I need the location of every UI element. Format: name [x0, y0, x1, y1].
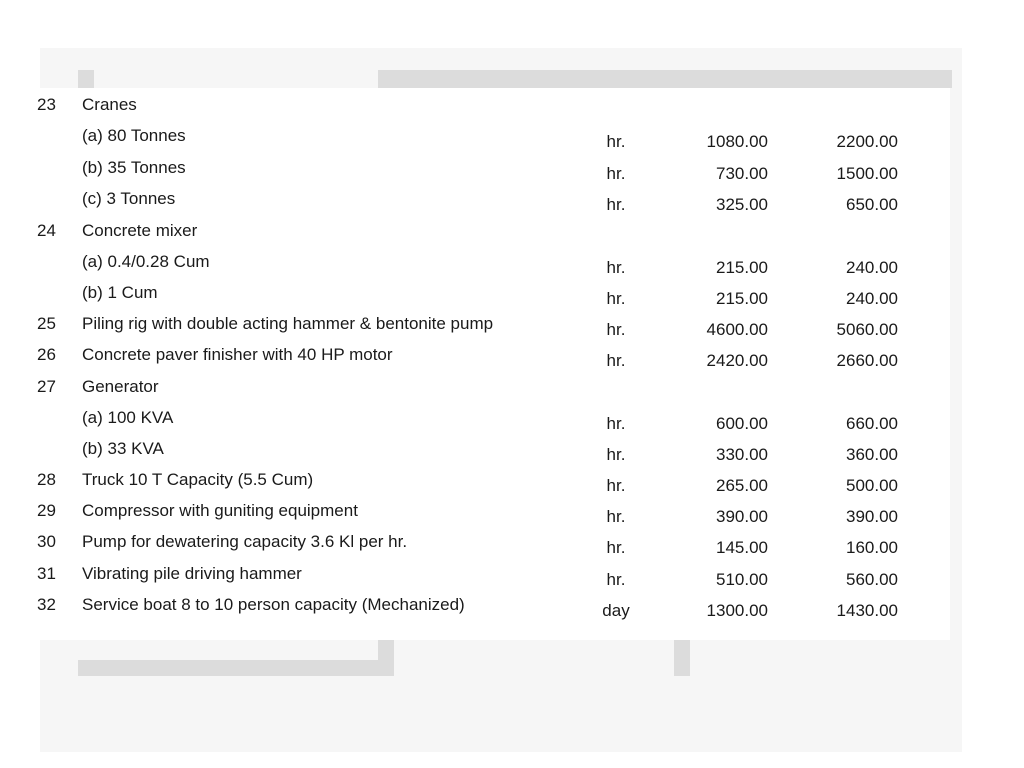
- table-row: [0, 252, 1024, 282]
- item-rate-2: 2200.00: [836, 132, 898, 151]
- item-unit: hr.: [606, 414, 626, 433]
- item-description: (b) 33 KVA: [82, 439, 164, 458]
- item-description: Vibrating pile driving hammer: [82, 564, 302, 583]
- item-description: Compressor with guniting equipment: [82, 501, 358, 520]
- item-unit: hr.: [606, 476, 626, 495]
- item-unit: hr.: [606, 351, 626, 370]
- item-description: (b) 35 Tonnes: [82, 158, 186, 177]
- table-row: [0, 501, 1024, 531]
- table-row: [0, 189, 1024, 219]
- item-unit: hr.: [606, 570, 626, 589]
- item-rate-1: 215.00: [716, 289, 768, 308]
- item-unit: hr.: [606, 445, 626, 464]
- item-unit: hr.: [606, 164, 626, 183]
- table-row: [0, 314, 1024, 344]
- table-row: [0, 221, 1024, 251]
- item-rate-1: 145.00: [716, 538, 768, 557]
- item-number: 31: [37, 564, 56, 583]
- item-unit: hr.: [606, 507, 626, 526]
- item-rate-2: 560.00: [846, 570, 898, 589]
- item-unit: day: [602, 601, 630, 620]
- item-description: (a) 80 Tonnes: [82, 126, 186, 145]
- item-number: 27: [37, 377, 56, 396]
- table-row: [0, 158, 1024, 188]
- table-row: [0, 470, 1024, 500]
- item-rate-1: 1300.00: [706, 601, 768, 620]
- item-description: Piling rig with double acting hammer & bentonite pump: [82, 314, 494, 333]
- item-rate-2: 360.00: [846, 445, 898, 464]
- item-number: 26: [37, 345, 56, 364]
- item-rate-1: 510.00: [716, 570, 768, 589]
- item-description: Generator: [82, 377, 159, 396]
- item-rate-2: 1430.00: [836, 601, 898, 620]
- item-unit: hr.: [606, 320, 626, 339]
- table-row: [0, 564, 1024, 594]
- item-rate-1: 2420.00: [706, 351, 768, 370]
- item-rate-1: 4600.00: [706, 320, 768, 339]
- table-row: [0, 126, 1024, 156]
- table-row: [0, 532, 1024, 562]
- item-rate-2: 390.00: [846, 507, 898, 526]
- item-description: (c) 3 Tonnes: [82, 189, 176, 208]
- item-rate-1: 265.00: [716, 476, 768, 495]
- item-rate-1: 215.00: [716, 258, 768, 277]
- item-rate-1: 390.00: [716, 507, 768, 526]
- item-unit: hr.: [606, 195, 626, 214]
- item-number: 24: [37, 221, 56, 240]
- item-rate-1: 330.00: [716, 445, 768, 464]
- item-description: Concrete paver finisher with 40 HP motor: [82, 345, 393, 364]
- item-rate-2: 650.00: [846, 195, 898, 214]
- item-rate-2: 1500.00: [836, 164, 898, 183]
- item-rate-2: 2660.00: [836, 351, 898, 370]
- item-rate-1: 600.00: [716, 414, 768, 433]
- item-number: 25: [37, 314, 56, 333]
- item-number: 32: [37, 595, 56, 614]
- item-number: 28: [37, 470, 56, 489]
- item-rate-2: 160.00: [846, 538, 898, 557]
- item-description: (a) 0.4/0.28 Cum: [82, 252, 210, 271]
- item-rate-1: 325.00: [716, 195, 768, 214]
- item-unit: hr.: [606, 258, 626, 277]
- item-rate-2: 660.00: [846, 414, 898, 433]
- item-description: Pump for dewatering capacity 3.6 Kl per hr.: [82, 532, 408, 551]
- item-rate-2: 500.00: [846, 476, 898, 495]
- table-row: [0, 95, 1024, 125]
- item-number: 23: [37, 95, 56, 114]
- item-description: Cranes: [82, 95, 137, 114]
- item-description: (b) 1 Cum: [82, 283, 158, 302]
- item-description: Truck 10 T Capacity (5.5 Cum): [82, 470, 314, 489]
- item-rate-2: 240.00: [846, 258, 898, 277]
- item-unit: hr.: [606, 132, 626, 151]
- item-number: 29: [37, 501, 56, 520]
- item-unit: hr.: [606, 289, 626, 308]
- item-description: Concrete mixer: [82, 221, 198, 240]
- item-description: (a) 100 KVA: [82, 408, 174, 427]
- item-rate-1: 1080.00: [706, 132, 768, 151]
- table-row: [0, 595, 1024, 625]
- item-unit: hr.: [606, 538, 626, 557]
- item-rate-2: 240.00: [846, 289, 898, 308]
- item-number: 30: [37, 532, 56, 551]
- table-row: [0, 345, 1024, 375]
- table-row: [0, 283, 1024, 313]
- item-rate-1: 730.00: [716, 164, 768, 183]
- table-row: [0, 377, 1024, 407]
- item-rate-2: 5060.00: [836, 320, 898, 339]
- table-row: [0, 439, 1024, 469]
- item-description: Service boat 8 to 10 person capacity (Mechanized): [82, 595, 465, 614]
- table-row: [0, 408, 1024, 438]
